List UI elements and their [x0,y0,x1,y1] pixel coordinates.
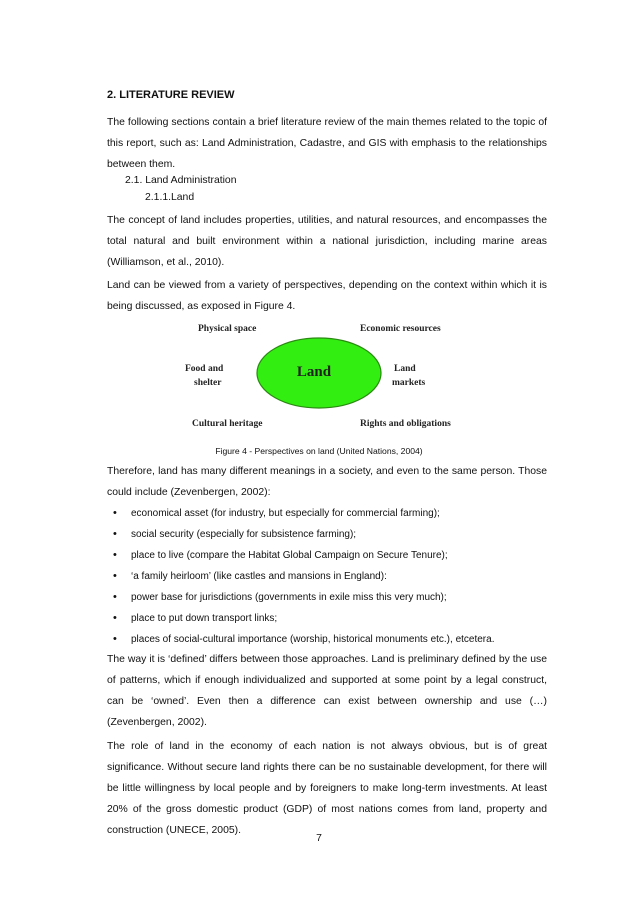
list-item-text: place to live (compare the Habitat Global Campaign on Secure Tenure); [131,550,448,561]
definition-paragraph: The way it is ‘defined’ differs between those approaches. Land is preliminary defined by the use of patterns, which if enough individualized and supported at some point by a legal construct, can be ‘owned’. Even then a difference can exist between ownership and use (…) (Zevenbergen, 2002). [107,654,547,728]
bullet-icon: • [113,507,117,519]
list-item [113,566,494,587]
land-meanings-list [113,503,494,650]
list-item-text: places of social-cultural importance (worship, historical monuments etc.), etcetera. [131,634,495,645]
list-item [113,629,494,650]
subsection-heading: 2.1. Land Administration [125,175,237,186]
land-markets-label-line1: Land [394,364,416,374]
bullet-icon: • [113,633,117,645]
list-item-text: place to put down transport links; [131,613,278,624]
list-item [113,587,494,608]
perspectives-diagram [180,317,463,429]
list-item-text: social security (especially for subsistence farming); [131,529,357,540]
list-item-text: economical asset (for industry, but especially for commercial farming); [131,508,440,519]
perspectives-paragraph: Land can be viewed from a variety of perspectives, depending on the context within which it is being discussed, as exposed in Figure 4. [107,280,547,312]
cultural-heritage-label: Cultural heritage [192,419,263,429]
list-item [113,608,494,629]
list-item-text: ‘a family heirloom’ (like castles and mansions in England): [131,571,387,582]
economy-paragraph: The role of land in the economy of each nation is not always obvious, but is of great significance. Without secure land rights there can be no sustainable development, for there will be little willingness by local people and by foreigners to make long-term investments. At least 20% of the gross domestic product (GDP) of most nations comes from land, property and construction (UNECE, 2005). [107,741,547,836]
intro-paragraph: The following sections contain a brief literature review of the main themes related to the topic of this report, such as: Land Administration, Cadastre, and GIS with emphasis to the relationships between them. [107,117,547,170]
economic-resources-label: Economic resources [360,324,441,334]
subsubsection-heading: 2.1.1.Land [145,192,195,203]
meanings-paragraph: Therefore, land has many different meanings in a society, and even to the same person. Those could include (Zevenbergen, 2002): [107,466,547,498]
list-item-text: power base for jurisdictions (governments in exile miss this very much); [131,592,447,603]
bullet-icon: • [113,528,117,540]
section-heading: 2. LITERATURE REVIEW [107,89,235,101]
food-shelter-label-line2: shelter [194,378,222,388]
list-item [113,503,494,524]
perspectives-figure [180,317,463,429]
list-item [113,545,494,566]
bullet-icon: • [113,570,117,582]
physical-space-label: Physical space [198,324,257,334]
bullet-icon: • [113,591,117,603]
land-center-label: Land [296,364,332,380]
rights-obligations-label: Rights and obligations [360,419,451,429]
food-shelter-label-line1: Food and [185,364,224,374]
figure-caption: Figure 4 - Perspectives on land (United Nations, 2004) [215,446,423,456]
land-concept-paragraph: The concept of land includes properties, utilities, and natural resources, and encompasses the total natural and built environment within a national jurisdiction, including marine areas (Williamson, et al., 2010). [107,215,547,268]
page-number: 7 [316,833,322,844]
bullet-icon: • [113,549,117,561]
land-markets-label-line2: markets [392,378,426,388]
list-item [113,524,494,545]
bullet-icon: • [113,612,117,624]
